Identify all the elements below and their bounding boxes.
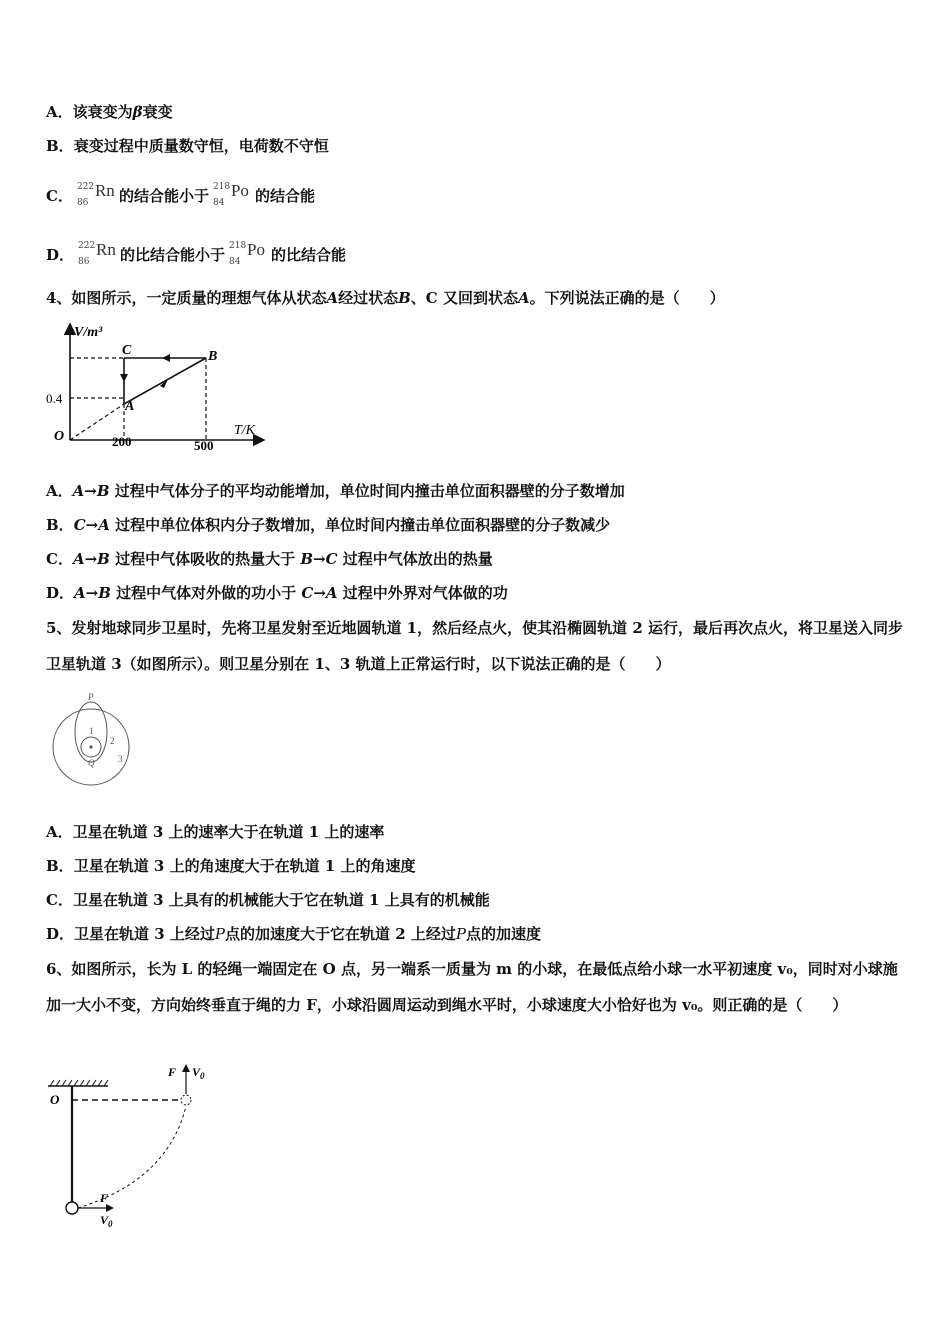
option-text: 的结合能小于: [118, 187, 209, 205]
nuclide-po: 218 84 Po: [229, 240, 265, 267]
dashed-arc: [78, 1106, 186, 1208]
label-f-top: F: [168, 1065, 177, 1079]
label-f-bottom: F: [100, 1191, 109, 1205]
option-text: 的比结合能: [271, 246, 347, 264]
option-label: C．: [46, 187, 73, 205]
option-label: B．: [46, 137, 74, 155]
q3-option-d: [46, 240, 346, 266]
x-tick-label-200: 200: [112, 434, 132, 449]
y-axis-label: V/m³: [74, 325, 103, 340]
q6-stem: 6、如图所示，长为 L 的轻绳一端固定在 O 点，另一端系一质量为 m 的小球，在最低点给小球一水平初速度 v₀，同时对小球施加一大小不变，方向始终垂直于绳的力 F，小球沿圆周运动到绳水平时，小球速度大小恰好也为 v₀。则正确的是（ ）: [46, 960, 898, 1014]
q4-stem: 4、如图所示，一定质量的理想气体从状态A经过状态B、C 又回到状态A。下列说法正确的是（ ）: [46, 289, 725, 307]
option-label: A．: [46, 103, 73, 121]
arrow-bc: [162, 354, 170, 362]
label-3: 3: [118, 754, 123, 764]
ball-side: [181, 1095, 191, 1105]
nuclide-rn: 222 86 Rn: [76, 181, 115, 208]
option-text: 的比结合能小于: [120, 246, 226, 264]
nuclide-po: 218 84 Po: [212, 181, 249, 208]
option-label: D．: [46, 246, 75, 264]
q4-option-a: A．A→B 过程中气体分子的平均动能增加，单位时间内撞击单位面积器壁的分子数增加: [46, 482, 625, 500]
q6-pendulum-diagram: [44, 1060, 224, 1232]
x-tick-label-500: 500: [194, 438, 214, 453]
label-p: P: [88, 692, 94, 702]
label-v-bottom: $V_0$: [100, 1213, 113, 1229]
q5-orbit-diagram: [48, 692, 138, 788]
nuclide-rn: 222 86 Rn: [78, 240, 116, 267]
q4-vt-diagram: [44, 318, 274, 456]
q3-option-b: [46, 136, 329, 156]
arrow-ca: [120, 374, 128, 382]
label-q: Q: [88, 758, 95, 768]
y-tick-label: 0.4: [46, 391, 63, 406]
q3-option-c: [46, 181, 315, 207]
q5-option-c: C．卫星在轨道 3 上具有的机械能大于它在轨道 1 上具有的机械能: [46, 891, 490, 909]
beta-symbol: β: [132, 103, 143, 121]
q5-option-d: D．卫星在轨道 3 上经过P点的加速度大于它在轨道 2 上经过P点的加速度: [46, 925, 541, 943]
ceiling-hatch: [50, 1080, 108, 1086]
option-text: 该衰变为: [72, 103, 133, 121]
option-text: 衰变过程中质量数守恒，电荷数不守恒: [73, 137, 329, 155]
point-b-label: B: [208, 349, 218, 364]
q5-stem: 5、发射地球同步卫星时，先将卫星发射至近地圆轨道 1，然后经点火，使其沿椭圆轨道 2 运行，最后再次点火，将卫星送入同步卫星轨道 3（如图所示）。则卫星分别在 1、3 轨道上正常运行时，以下说法正确的是（ ）: [46, 619, 903, 673]
segment-ab: [124, 358, 206, 404]
earth-dot: [89, 745, 92, 748]
label-2: 2: [110, 736, 115, 746]
option-text: 的结合能: [254, 187, 315, 205]
ball-bottom: [66, 1202, 78, 1214]
label-1: 1: [89, 726, 94, 736]
q4-option-d: D．A→B 过程中气体对外做的功小于 C→A 过程中外界对气体做的功: [46, 584, 508, 602]
point-a-label: A: [125, 399, 135, 414]
q5-option-a: A．卫星在轨道 3 上的速率大于在轨道 1 上的速率: [46, 823, 385, 841]
q4-option-c: C．A→B 过程中气体吸收的热量大于 B→C 过程中气体放出的热量: [46, 550, 493, 568]
point-c-label: C: [122, 343, 132, 358]
label-v-top: $V_0$: [192, 1065, 205, 1081]
q4-option-b: B．C→A 过程中单位体积内分子数增加，单位时间内撞击单位面积器壁的分子数减少: [46, 516, 611, 534]
q3-option-a: [46, 102, 173, 122]
q5-option-b: B．卫星在轨道 3 上的角速度大于在轨道 1 上的角速度: [46, 857, 416, 875]
option-text: 衰变: [142, 103, 173, 121]
label-o: O: [50, 1092, 60, 1107]
x-axis-label: T/K: [234, 423, 256, 438]
origin-label: O: [54, 429, 65, 444]
